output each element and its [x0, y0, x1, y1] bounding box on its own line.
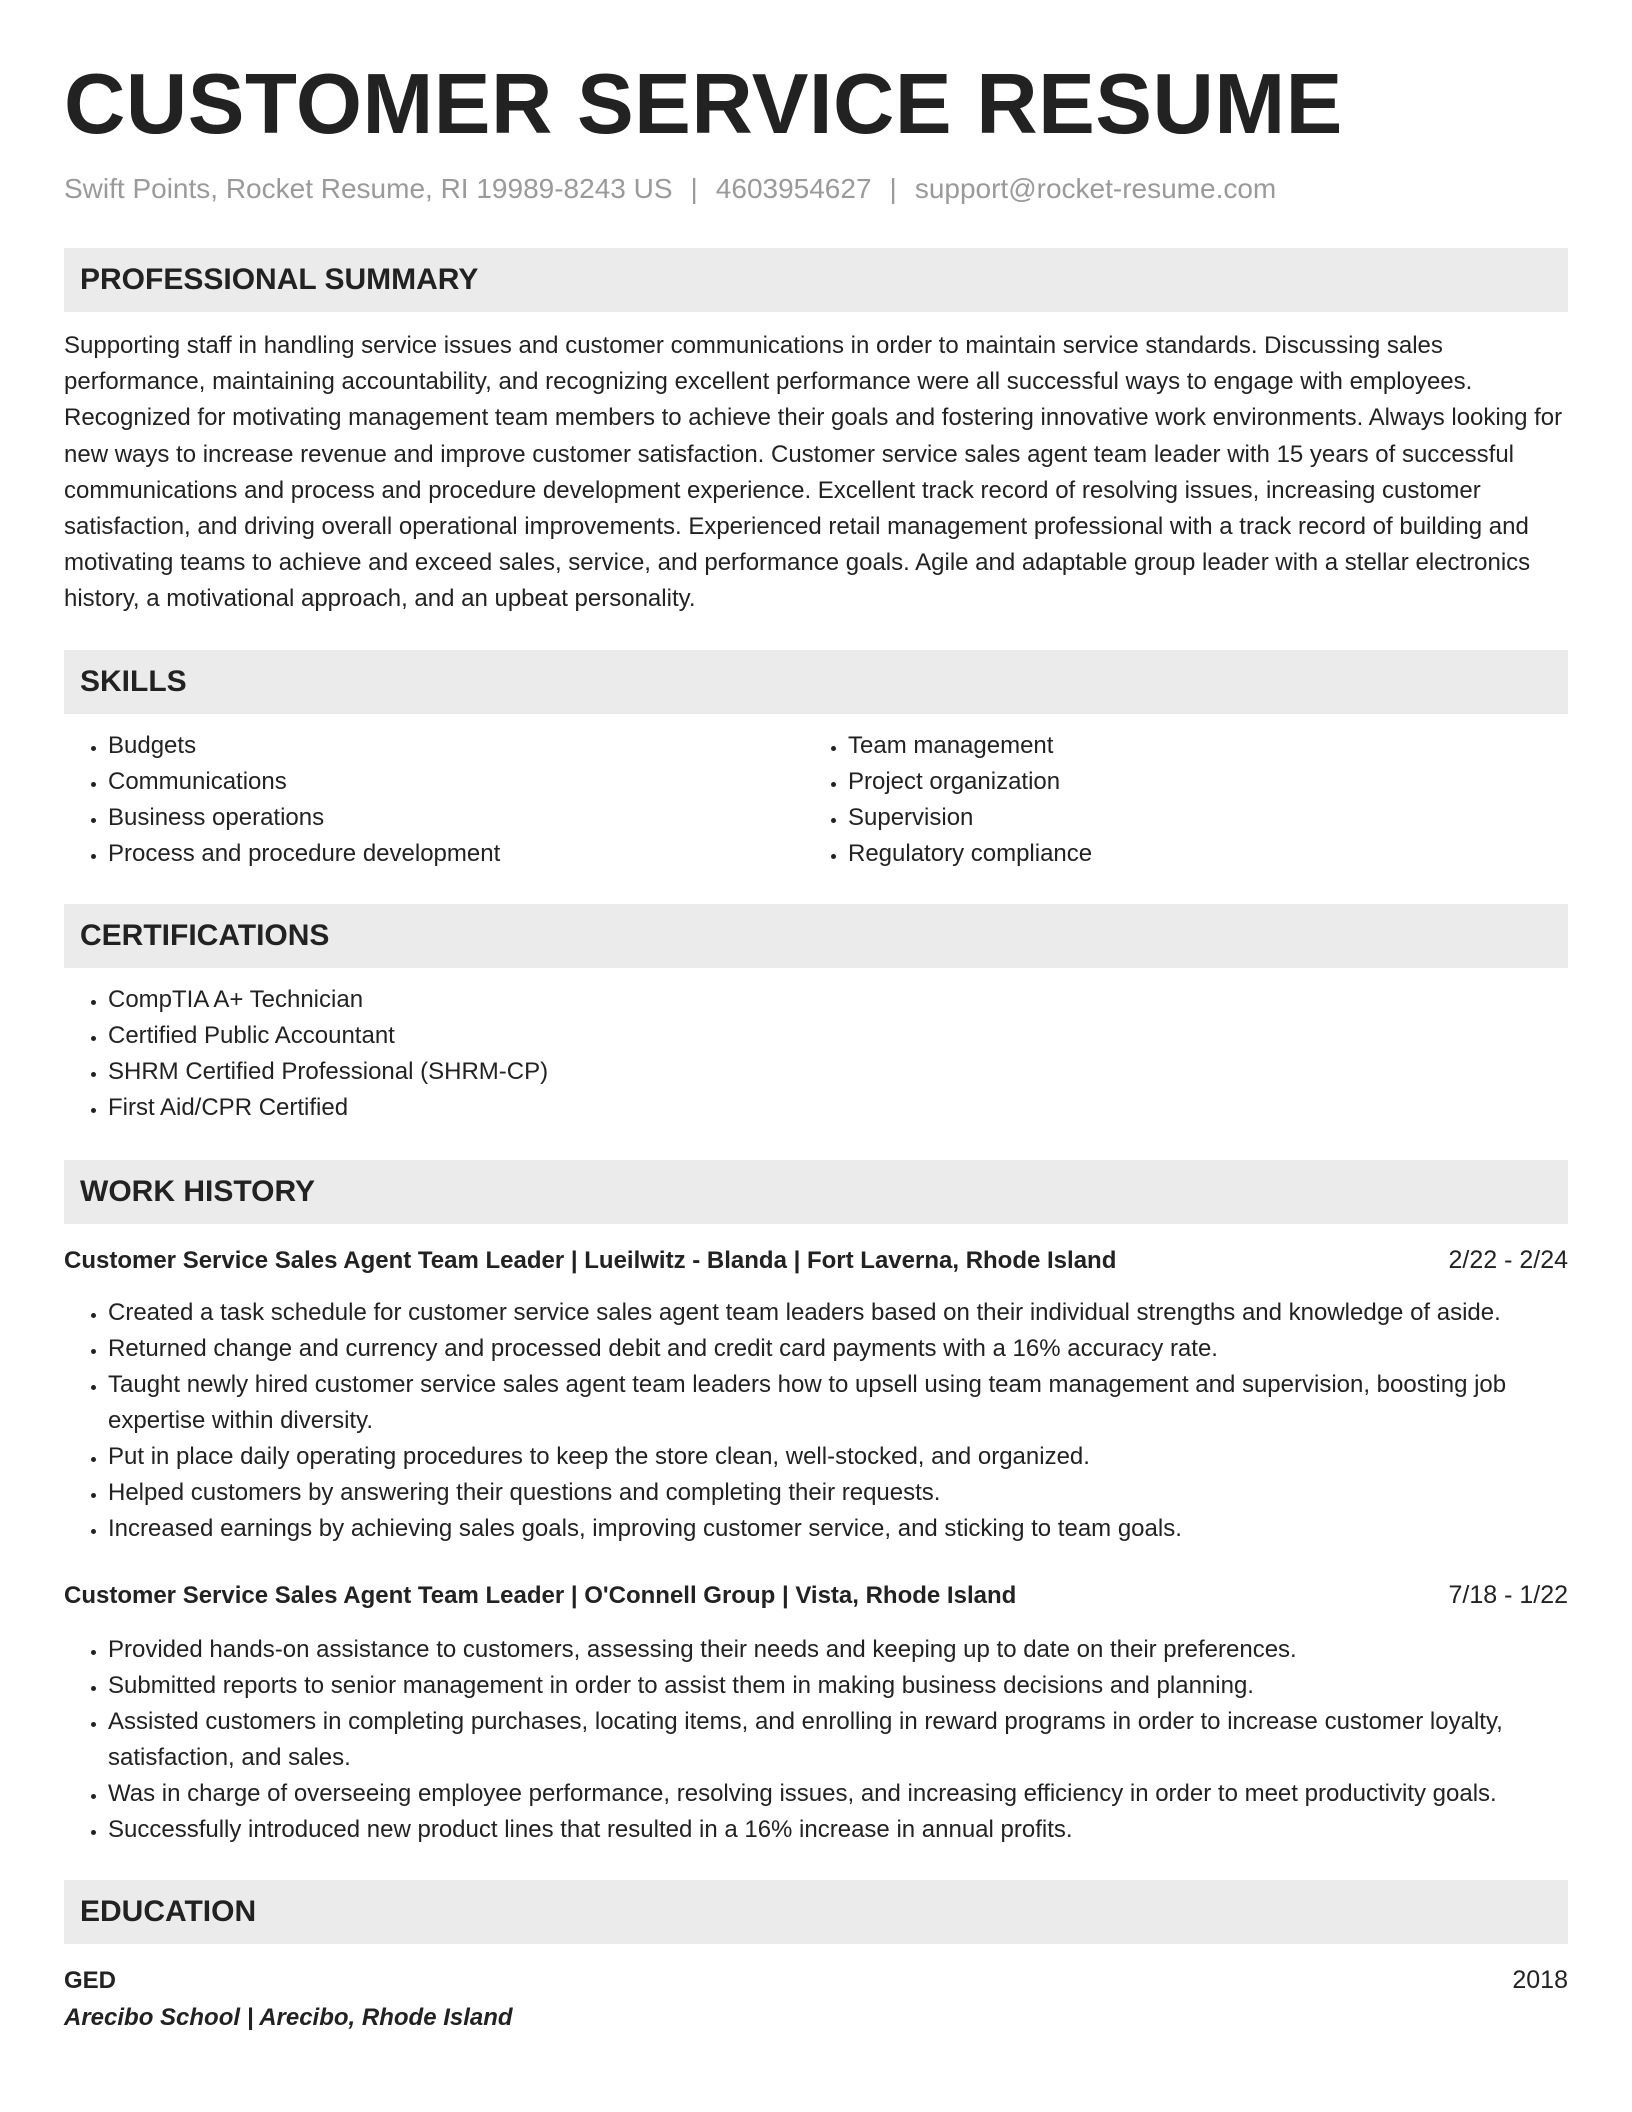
job-header [64, 1242, 1568, 1279]
skills-columns [64, 714, 1568, 872]
education-year: 2018 [1512, 1965, 1568, 1994]
resume-title: CUSTOMER SERVICE RESUME [64, 57, 1343, 152]
skills-list-left [64, 728, 804, 872]
list-item: • Returned change and currency and processed debit and credit card payments with a 16% accuracy rate. [108, 1331, 1568, 1367]
list-item: • SHRM Certified Professional (SHRM-CP) [108, 1054, 1568, 1090]
job-entry [64, 1242, 1568, 1547]
skills-list-right [804, 728, 1544, 872]
contact-separator: | [889, 173, 897, 204]
contact-address: Swift Points, Rocket Resume, RI 19989-8243 US [64, 173, 673, 204]
skills-column-left [64, 714, 804, 872]
list-item: • Communications [108, 764, 804, 800]
list-item: • Team management [848, 728, 1544, 764]
list-item: • First Aid/CPR Certified [108, 1090, 1568, 1126]
list-item: • Regulatory compliance [848, 836, 1544, 872]
contact-separator: | [690, 173, 698, 204]
section-heading-skills: SKILLS [64, 650, 1568, 714]
skills-column-right [804, 714, 1544, 872]
list-item: • Business operations [108, 800, 804, 836]
list-item: • Certified Public Accountant [108, 1018, 1568, 1054]
job-dates: 2/22 - 2/24 [1448, 1245, 1568, 1274]
list-item: • CompTIA A+ Technician [108, 982, 1568, 1018]
job-title: Customer Service Sales Agent Team Leader | Lueilwitz - Blanda | Fort Laverna, Rhode Island [64, 1246, 1117, 1274]
summary-paragraph: Supporting staff in handling service issues and customer communications in order to maintain service standards. Discussing sales performance, maintaining accountability, and recognizing excellent performance were all successful ways to engage with employees. Recognized for motivating management team members to achieve their goals and fostering innovative work environments. Always looking for new ways to increase revenue and improve customer satisfaction. Customer service sales agent team leader with 15 years of successful communications and process and procedure development experience. Excellent track record of resolving issues, increasing customer satisfaction, and driving overall operational improvements. Experienced retail management professional with a track record of building and motivating teams to achieve and exceed sales, service, and performance goals. Agile and adaptable group leader with a stellar electronics history, a motivational approach, and an upbeat personality. [64, 332, 1563, 613]
section-heading-certifications: CERTIFICATIONS [64, 904, 1568, 968]
section-heading-work-history: WORK HISTORY [64, 1160, 1568, 1224]
list-item: • Submitted reports to senior management in order to assist them in making business decisions and planning. [108, 1668, 1568, 1704]
list-item: • Process and procedure development [108, 836, 804, 872]
list-item: • Created a task schedule for customer service sales agent team leaders based on their individual strengths and knowledge of aside. [108, 1295, 1568, 1331]
list-item: • Taught newly hired customer service sales agent team leaders how to upsell using team management and supervision, boosting job expertise within diversity. [108, 1367, 1568, 1439]
job-bullets [64, 1295, 1568, 1547]
education-school: Arecibo School | Arecibo, Rhode Island [64, 2003, 513, 2031]
list-item: • Was in charge of overseeing employee performance, resolving issues, and increasing efficiency in order to meet productivity goals. [108, 1776, 1568, 1812]
list-item: • Increased earnings by achieving sales goals, improving customer service, and sticking to team goals. [108, 1511, 1568, 1547]
list-item: • Helped customers by answering their questions and completing their requests. [108, 1475, 1568, 1511]
job-bullets [64, 1632, 1568, 1848]
education-header [64, 1962, 1568, 1999]
contact-email: support@rocket-resume.com [914, 173, 1277, 204]
list-item: • Put in place daily operating procedures to keep the store clean, well-stocked, and organized. [108, 1439, 1568, 1475]
contact-phone: 4603954627 [715, 173, 872, 204]
list-item: • Supervision [848, 800, 1544, 836]
list-item: • Successfully introduced new product lines that resulted in a 16% increase in annual profits. [108, 1812, 1568, 1848]
education-degree: GED [64, 1966, 117, 1994]
list-item: • Project organization [848, 764, 1544, 800]
list-item: • Provided hands-on assistance to customers, assessing their needs and keeping up to date on their preferences. [108, 1632, 1568, 1668]
list-item: • Assisted customers in completing purchases, locating items, and enrolling in reward programs in order to increase customer loyalty, satisfaction, and sales. [108, 1704, 1568, 1776]
contact-line [64, 171, 1568, 207]
job-entry [64, 1577, 1568, 1848]
job-title: Customer Service Sales Agent Team Leader | O'Connell Group | Vista, Rhode Island [64, 1581, 1017, 1609]
list-item: • Budgets [108, 728, 804, 764]
certifications-list [64, 982, 1568, 1126]
job-dates: 7/18 - 1/22 [1448, 1580, 1568, 1609]
section-heading-education: EDUCATION [64, 1880, 1568, 1944]
section-heading-summary: PROFESSIONAL SUMMARY [64, 248, 1568, 312]
job-header [64, 1577, 1568, 1614]
